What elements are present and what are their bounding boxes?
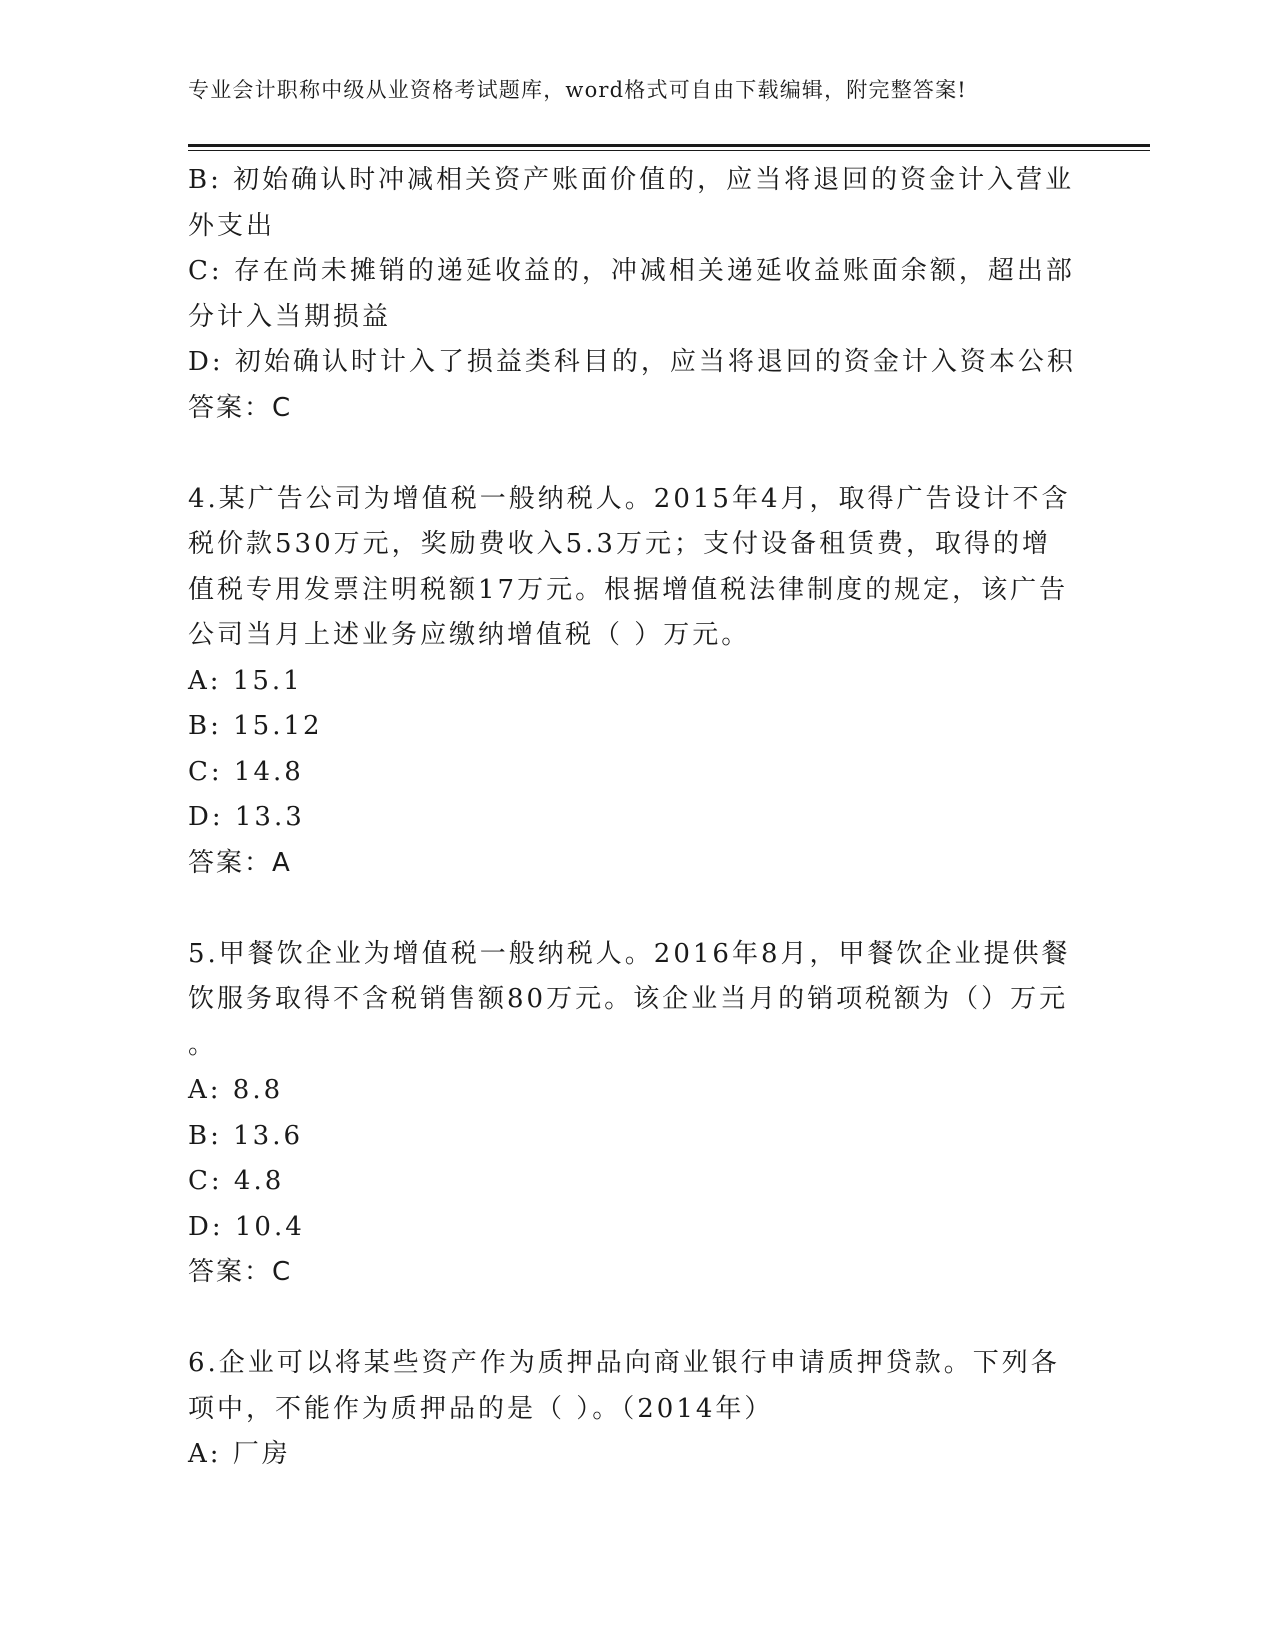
answer-line: 答案：C: [188, 1257, 293, 1287]
option-a: A: 8.8: [188, 1075, 284, 1105]
question-3-tail: [188, 158, 1078, 431]
question-content: [188, 158, 1078, 1478]
question-stem-line: 值税专用发票注明税额17万元。根据增值税法律制度的规定，该广告: [188, 574, 1069, 605]
answer-line: 答案：A: [188, 847, 292, 878]
header-rule-thin: [188, 150, 1150, 151]
option-c-line-2: 分计入当期损益: [188, 301, 392, 332]
option-c: C: 14.8: [188, 756, 304, 787]
question-4: [188, 477, 1078, 887]
option-d: D: 10.4: [188, 1211, 305, 1242]
question-stem-line: 6.企业可以将某些资产作为质押品向商业银行申请质押贷款。下列各: [188, 1348, 1060, 1378]
spacer: [188, 1296, 1078, 1342]
option-c: C: 4.8: [188, 1166, 285, 1196]
option-b: B: 13.6: [188, 1120, 304, 1151]
answer-line: 答案：C: [188, 392, 293, 423]
question-stem-line: 5.甲餐饮企业为增值税一般纳税人。2016年8月，甲餐饮企业提供餐: [188, 938, 1071, 969]
question-stem-line: 项中，不能作为质押品的是（ ）。（2014年）: [188, 1393, 774, 1424]
question-stem-line: 。: [188, 1029, 218, 1060]
question-stem-line: 4.某广告公司为增值税一般纳税人。2015年4月，取得广告设计不含: [188, 483, 1071, 514]
option-a: A: 15.1: [188, 665, 303, 696]
question-stem-line: 公司当月上述业务应缴纳增值税（ ）万元。: [188, 620, 751, 650]
question-stem-line: 税价款530万元，奖励费收入5.3万元；支付设备租赁费，取得的增: [188, 529, 1051, 559]
option-d: D: 13.3: [188, 802, 305, 832]
option-d: D: 初始确认时计入了损益类科目的，应当将退回的资金计入资本公积: [188, 347, 1076, 377]
option-b: B: 15.12: [188, 711, 323, 741]
option-c-line-1: C: 存在尚未摊销的递延收益的，冲减相关递延收益账面余额，超出部: [188, 256, 1075, 286]
spacer: [188, 886, 1078, 932]
question-5: [188, 932, 1078, 1296]
page-header: 专业会计职称中级从业资格考试题库，word格式可自由下载编辑，附完整答案!: [188, 78, 967, 102]
option-b-line-2: 外支出: [188, 210, 276, 241]
option-a: A: 厂房: [188, 1439, 291, 1469]
spacer: [188, 431, 1078, 477]
header-rule-thick: [188, 144, 1150, 147]
question-stem-line: 饮服务取得不含税销售额80万元。该企业当月的销项税额为（）万元: [188, 984, 1069, 1014]
option-b-line-1: B: 初始确认时冲减相关资产账面价值的，应当将退回的资金计入营业: [188, 165, 1075, 195]
question-6: [188, 1341, 1078, 1478]
